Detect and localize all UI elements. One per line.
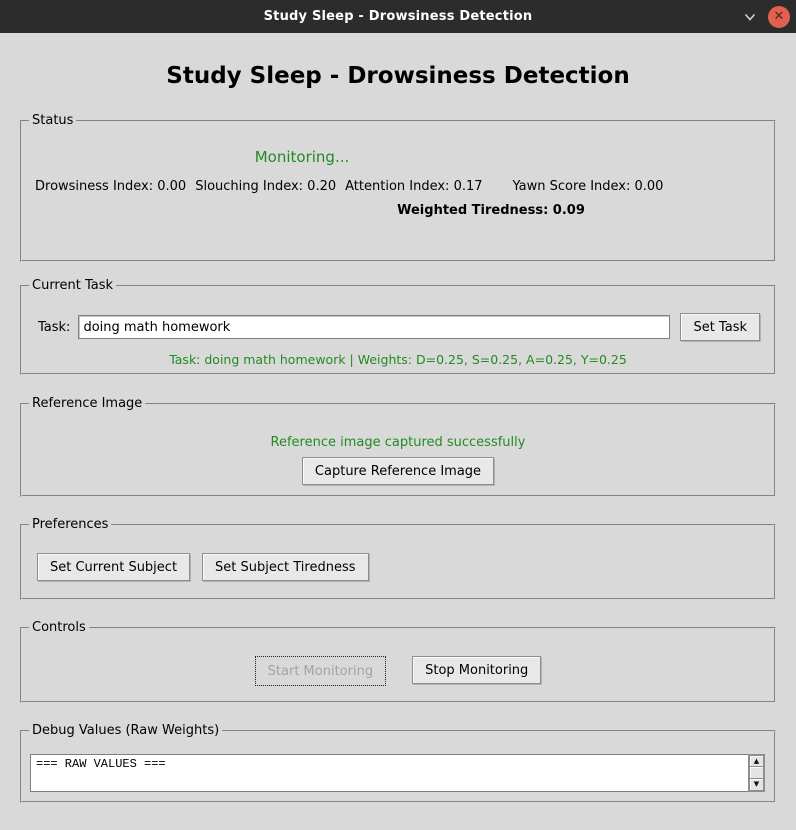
debug-text-area[interactable]: === RAW VALUES ===	[30, 754, 748, 792]
preferences-button-row	[22, 553, 774, 581]
task-row	[22, 313, 774, 341]
task-label: Task:	[38, 319, 71, 335]
weighted-tiredness: Weighted Tiredness: 0.09	[397, 203, 585, 218]
debug-values-group	[20, 723, 776, 803]
scroll-up-button[interactable]	[749, 755, 764, 767]
reference-image-group	[20, 396, 776, 497]
stop-monitoring-button[interactable]: Stop Monitoring	[412, 656, 541, 684]
attention-index: Attention Index: 0.17	[345, 179, 483, 194]
yawn-score-index: Yawn Score Index: 0.00	[512, 179, 664, 194]
task-input[interactable]	[78, 315, 670, 339]
debug-row	[22, 754, 774, 792]
page-title: Study Sleep - Drowsiness Detection	[166, 63, 630, 89]
capture-reference-button[interactable]: Capture Reference Image	[302, 457, 494, 485]
debug-values-group-label: Debug Values (Raw Weights)	[29, 723, 222, 738]
current-task-group	[20, 278, 776, 375]
index-readouts	[22, 179, 774, 194]
monitoring-status-text: Monitoring...	[254, 148, 350, 166]
close-icon: ✕	[773, 9, 785, 24]
status-group-label: Status	[29, 113, 76, 128]
window-menu-button[interactable]	[741, 8, 759, 26]
start-monitoring-button[interactable]: Start Monitoring	[255, 656, 386, 686]
reference-button-row	[22, 457, 774, 485]
current-task-group-label: Current Task	[29, 278, 116, 293]
controls-group	[20, 620, 776, 703]
app-body	[0, 58, 796, 803]
close-button[interactable]	[768, 6, 790, 28]
scroll-up-icon: ▲	[753, 757, 760, 765]
set-current-subject-button[interactable]: Set Current Subject	[37, 553, 190, 581]
reference-status-text: Reference image captured successfully	[270, 435, 526, 450]
scroll-down-icon: ▼	[753, 780, 760, 788]
reference-image-group-label: Reference Image	[29, 396, 145, 411]
chevron-down-icon	[742, 9, 758, 25]
controls-button-row	[22, 656, 774, 686]
controls-group-label: Controls	[29, 620, 89, 635]
drowsiness-index: Drowsiness Index: 0.00	[35, 179, 187, 194]
slouching-index: Slouching Index: 0.20	[195, 179, 337, 194]
status-group	[20, 113, 776, 262]
window-titlebar	[0, 0, 796, 33]
scrollbar-thumb[interactable]	[749, 767, 764, 779]
set-subject-tiredness-button[interactable]: Set Subject Tiredness	[202, 553, 368, 581]
scroll-down-button[interactable]	[749, 779, 764, 791]
task-status-text: Task: doing math homework | Weights: D=0.25, S=0.25, A=0.25, Y=0.25	[169, 352, 627, 367]
window-title: Study Sleep - Drowsiness Detection	[263, 9, 533, 24]
debug-scrollbar[interactable]	[748, 754, 765, 792]
window-controls	[741, 0, 790, 33]
preferences-group	[20, 517, 776, 600]
preferences-group-label: Preferences	[29, 517, 111, 532]
set-task-button[interactable]: Set Task	[680, 313, 760, 341]
